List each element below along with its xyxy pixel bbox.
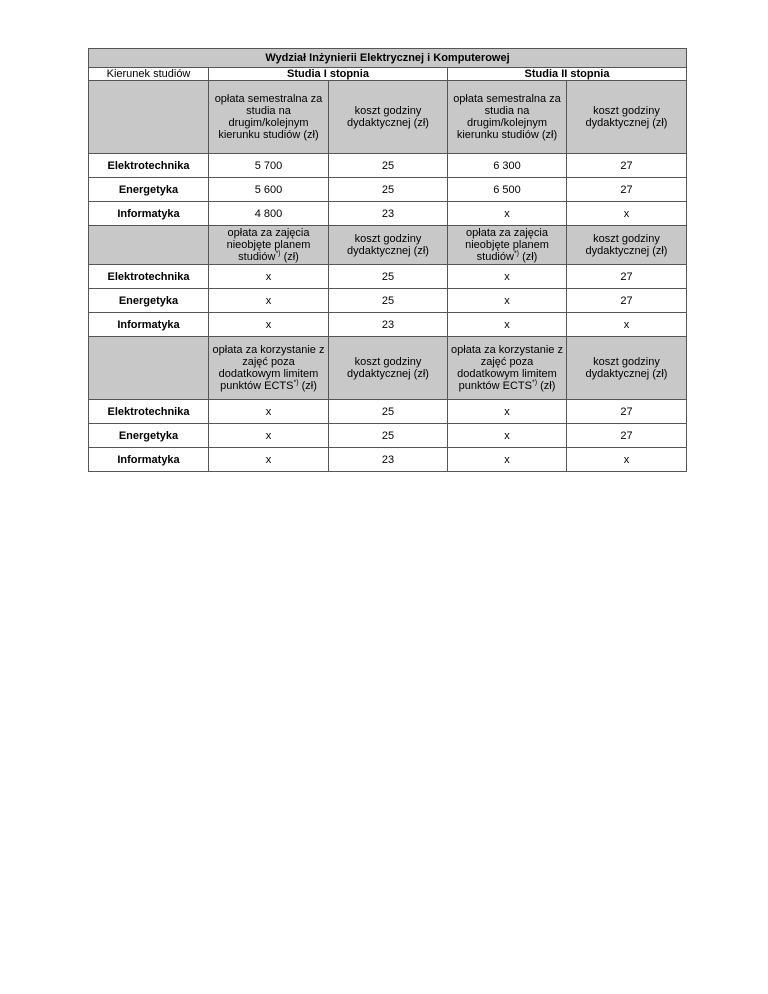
cell-fee-l2: x xyxy=(448,424,567,448)
section-header-blank xyxy=(89,81,209,154)
fee-table xyxy=(88,48,687,472)
cell-cost-l1: 25 xyxy=(329,178,448,202)
section2-fee-l1-header xyxy=(209,226,329,265)
row-name: Informatyka xyxy=(89,313,209,337)
section2-fee-l1-header-text: opłata za zajęcia nieobjęte planem studiów xyxy=(226,227,311,263)
section2-cost-l1-header: koszt godziny dydaktycznej (zł) xyxy=(329,226,448,265)
row-name: Informatyka xyxy=(89,448,209,472)
section1-fee-l2-header: opłata semestralna za studia na drugim/kolejnym kierunku studiów (zł) xyxy=(448,81,567,154)
row-name: Informatyka xyxy=(89,202,209,226)
cell-fee-l1: x xyxy=(209,313,329,337)
cell-fee-l1: 4 800 xyxy=(209,202,329,226)
cell-cost-l2: 27 xyxy=(567,424,687,448)
table-row xyxy=(89,154,687,178)
cell-cost-l2: 27 xyxy=(567,289,687,313)
table-title: Wydział Inżynierii Elektrycznej i Komputerowej xyxy=(89,49,687,68)
section3-cost-l1-header: koszt godziny dydaktycznej (zł) xyxy=(329,337,448,400)
cell-cost-l1: 23 xyxy=(329,202,448,226)
cell-fee-l2: x xyxy=(448,265,567,289)
cell-fee-l2: x xyxy=(448,400,567,424)
table-row xyxy=(89,400,687,424)
cell-cost-l2: 27 xyxy=(567,178,687,202)
section1-fee-l1-header: opłata semestralna za studia na drugim/kolejnym kierunku studiów (zł) xyxy=(209,81,329,154)
level2-label: Studia II stopnia xyxy=(448,68,687,81)
section2-cost-l2-header: koszt godziny dydaktycznej (zł) xyxy=(567,226,687,265)
row-name: Energetyka xyxy=(89,178,209,202)
cell-cost-l1: 25 xyxy=(329,265,448,289)
cell-cost-l1: 23 xyxy=(329,448,448,472)
section1-cost-l2-header: koszt godziny dydaktycznej (zł) xyxy=(567,81,687,154)
footnote-mark: *) xyxy=(513,250,519,258)
cell-fee-l1: x xyxy=(209,289,329,313)
section2-fee-l2-header-text: opłata za zajęcia nieobjęte planem studiów xyxy=(465,227,549,263)
cell-fee-l2: x xyxy=(448,448,567,472)
table-row xyxy=(89,178,687,202)
row-name: Elektrotechnika xyxy=(89,265,209,289)
section3-fee-l2-header xyxy=(448,337,567,400)
table-row xyxy=(89,202,687,226)
cell-fee-l1: x xyxy=(209,400,329,424)
section-header-row xyxy=(89,337,687,400)
cell-fee-l2: 6 500 xyxy=(448,178,567,202)
section3-fee-l2-header-unit: (zł) xyxy=(540,380,556,392)
section-header-row xyxy=(89,81,687,154)
table-row xyxy=(89,448,687,472)
cell-fee-l1: x xyxy=(209,424,329,448)
cell-cost-l2: 27 xyxy=(567,154,687,178)
cell-cost-l1: 25 xyxy=(329,289,448,313)
cell-cost-l2: 27 xyxy=(567,265,687,289)
row-name: Energetyka xyxy=(89,424,209,448)
section2-fee-l2-header xyxy=(448,226,567,265)
cell-cost-l1: 25 xyxy=(329,154,448,178)
section2-fee-l2-header-unit: (zł) xyxy=(522,251,538,263)
cell-cost-l1: 23 xyxy=(329,313,448,337)
row-name: Elektrotechnika xyxy=(89,400,209,424)
section-header-row xyxy=(89,226,687,265)
table-row xyxy=(89,313,687,337)
row-name: Elektrotechnika xyxy=(89,154,209,178)
cell-fee-l1: 5 700 xyxy=(209,154,329,178)
cell-cost-l2: x xyxy=(567,202,687,226)
section3-fee-l1-header-text: opłata za korzystanie z zajęć poza dodatkowym limitem punktów ECTS xyxy=(212,344,325,392)
table-row xyxy=(89,289,687,313)
cell-fee-l2: 6 300 xyxy=(448,154,567,178)
section-header-blank xyxy=(89,337,209,400)
cell-fee-l2: x xyxy=(448,313,567,337)
cell-fee-l1: 5 600 xyxy=(209,178,329,202)
footnote-mark: *) xyxy=(275,250,281,258)
level1-label: Studia I stopnia xyxy=(209,68,448,81)
footnote-mark: *) xyxy=(293,379,299,387)
table-row xyxy=(89,265,687,289)
cell-cost-l1: 25 xyxy=(329,400,448,424)
table-row xyxy=(89,424,687,448)
cell-cost-l2: 27 xyxy=(567,400,687,424)
section3-fee-l1-header-unit: (zł) xyxy=(301,380,317,392)
cell-fee-l1: x xyxy=(209,265,329,289)
section-header-blank xyxy=(89,226,209,265)
level-header-row xyxy=(89,68,687,81)
row-name: Energetyka xyxy=(89,289,209,313)
corner-label: Kierunek studiów xyxy=(89,68,209,81)
section2-fee-l1-header-unit: (zł) xyxy=(283,251,299,263)
footnote-mark: *) xyxy=(531,379,538,387)
cell-cost-l2: x xyxy=(567,313,687,337)
cell-cost-l1: 25 xyxy=(329,424,448,448)
section3-fee-l1-header xyxy=(209,337,329,400)
cell-fee-l2: x xyxy=(448,202,567,226)
cell-cost-l2: x xyxy=(567,448,687,472)
title-row xyxy=(89,49,687,68)
section3-fee-l2-header-text: opłata za korzystanie z zajęć poza dodatkowym limitem punktów ECTS xyxy=(451,344,563,392)
section3-cost-l2-header: koszt godziny dydaktycznej (zł) xyxy=(567,337,687,400)
cell-fee-l1: x xyxy=(209,448,329,472)
cell-fee-l2: x xyxy=(448,289,567,313)
section1-cost-l1-header: koszt godziny dydaktycznej (zł) xyxy=(329,81,448,154)
